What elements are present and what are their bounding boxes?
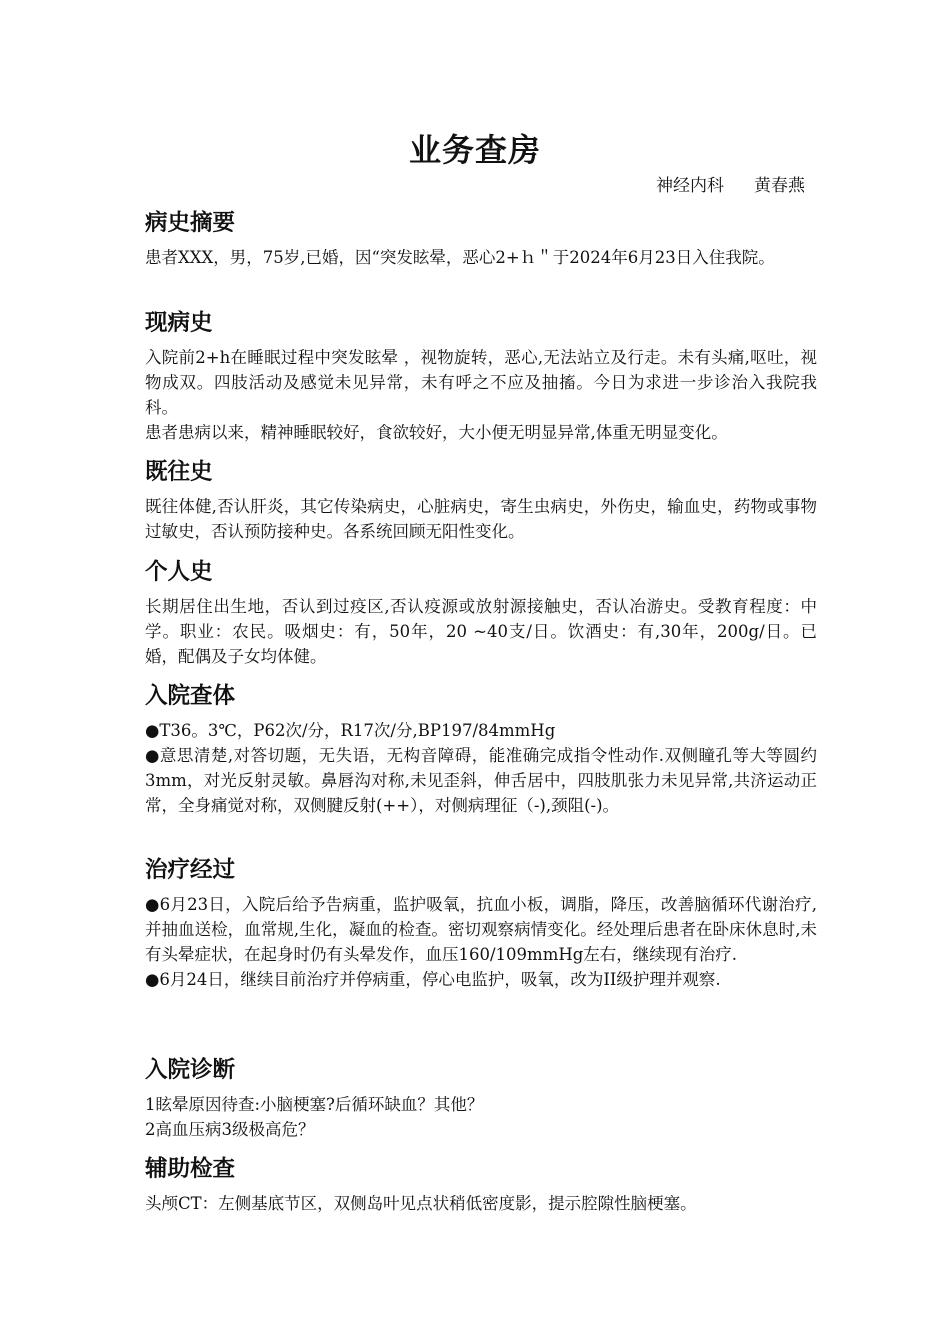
section-body [145,345,817,445]
section-heading: 现病史 [145,310,213,336]
author-line [656,175,805,197]
section-heading: 入院诊断 [145,1057,236,1083]
document-title: 业务查房 [408,131,541,169]
paragraph: 1眩晕原因待查:小脑梗塞?后循环缺血？其他？ [145,1095,484,1114]
paragraph: 既往体健,否认肝炎，其它传染病史，心脏病史，寄生虫病史，外伤史，输血史，药物或事物过敏史，否认预防接种史。各系统回顾无阳性变化。 [145,497,817,541]
section-body [145,1092,817,1142]
paragraph: 长期居住出生地，否认到过疫区,否认疫源或放射源接触史，否认冶游史。受教育程度：中学。职业：农民。吸烟史：有，50年，20 ~40支/日。饮酒史：有,30年，200g/日。已婚，配偶及子女均体健。 [145,597,817,666]
section-body [145,718,817,818]
paragraph: 头颅CT：左侧基底节区，双侧岛叶见点状稍低密度影，提示腔隙性脑梗塞。 [145,1194,697,1213]
section-past-history [145,457,817,544]
section-auxiliary-exam [145,1154,817,1216]
section-history-summary [145,208,817,270]
section-heading: 治疗经过 [145,857,236,883]
section-admission-exam [145,681,817,818]
section-heading: 既往史 [145,459,213,485]
section-heading: 入院查体 [145,683,236,709]
section-heading: 个人史 [145,559,213,585]
paragraph: ●T36。3℃，P62次/分，R17次/分,BP197/84mmHg [145,721,556,740]
paragraph: 入院前2+h在睡眠过程中突发眩晕 ，视物旋转，恶心,无法站立及行走。未有头痛,呕吐，视物成双。四肢活动及感觉未见异常，未有呼之不应及抽搐。今日为求进一步诊治入我院我科。 [145,348,817,417]
section-body [145,494,817,544]
author-department: 神经内科 [656,176,724,196]
section-heading: 辅助检查 [145,1156,236,1182]
section-personal-history [145,557,817,669]
paragraph: 患者患病以来，精神睡眠较好，食欲较好，大小便无明显异常,体重无明显变化。 [145,423,728,442]
paragraph: 2高血压病3级极高危？ [145,1120,315,1139]
section-body [145,245,817,270]
section-body [145,892,817,992]
section-admission-diagnosis [145,1055,817,1142]
paragraph: ●6月24日，继续目前治疗并停病重，停心电监护，吸氧，改为II级护理并观察. [145,970,721,989]
section-heading: 病史摘要 [145,210,236,236]
section-body [145,594,817,669]
paragraph: ●6月23日，入院后给予告病重，监护吸氧，抗血小板，调脂，降压，改善脑循环代谢治疗,并抽血送检，血常规,生化，凝血的检查。密切观察病情变化。经处理后患者在卧床休息时,未有头晕症状，在起身时仍有头晕发作，血压160/109mmHg左右，继续现有治疗. [145,895,817,964]
author-name: 黄春燕 [754,176,805,196]
section-present-illness [145,308,817,445]
section-body [145,1191,817,1216]
section-treatment-course [145,855,817,992]
paragraph: 患者XXX，男，75岁,已婚，因“突发眩晕，恶心2+ｈ＂于2024年6月23日入住我院。 [145,248,775,267]
paragraph: ●意思清楚,对答切题，无失语，无构音障碍，能准确完成指令性动作.双侧瞳孔等大等圆约3mm，对光反射灵敏。鼻唇沟对称,未见歪斜，伸舌居中，四肢肌张力未见异常,共济运动正常，全身痛觉对称，双侧腱反射(++），对侧病理征（-),颈阻(-)。 [145,746,817,815]
